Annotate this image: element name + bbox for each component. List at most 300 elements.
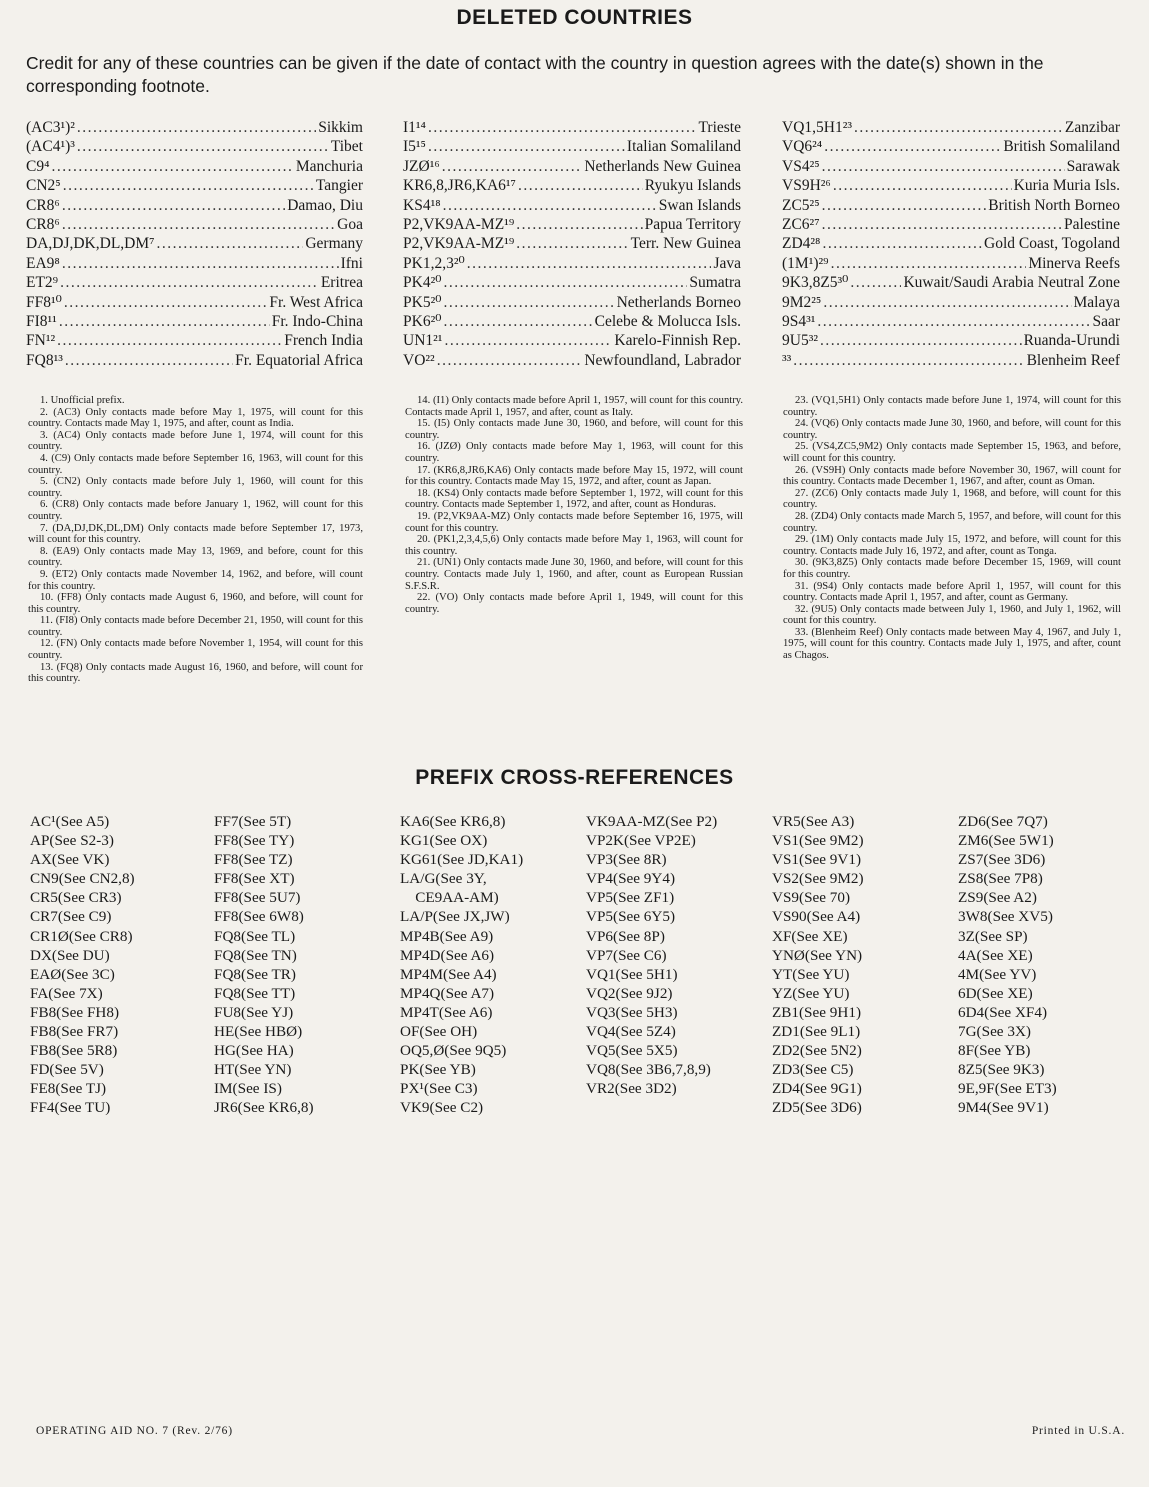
entry-prefix: 9U5³²: [782, 332, 818, 350]
cross-ref-item: ZD1(See 9L1): [772, 1023, 861, 1041]
leader-dots: [57, 331, 282, 350]
entry-prefix: VS9H²⁶: [782, 177, 831, 195]
leader-dots: [443, 273, 687, 292]
cross-ref-item: DX(See DU): [30, 946, 110, 964]
entry-country: Manchuria: [295, 157, 363, 175]
deleted-entry: [782, 118, 1120, 137]
cross-ref-column-2: [214, 812, 314, 1118]
leader-dots: [817, 312, 1090, 331]
cross-ref-item: CR1Ø(See CR8): [30, 927, 133, 945]
deleted-entry: [26, 273, 363, 292]
footnote: 24. (VQ6) Only contacts made June 30, 1960, and before, will count for this country.: [783, 418, 1121, 441]
leader-dots: [77, 137, 329, 156]
cross-ref-item: FF7(See 5T): [214, 813, 292, 830]
entry-prefix: KS4¹⁸: [403, 196, 441, 214]
entry-prefix: P2,VK9AA-MZ¹⁹: [403, 215, 515, 233]
page-title: DELETED COUNTRIES: [456, 6, 693, 29]
deleted-entry: [26, 176, 363, 195]
deleted-entry: [782, 137, 1120, 156]
footer-printed: Printed in U.S.A.: [1031, 1425, 1125, 1437]
footnote: 11. (FI8) Only contacts made before December 21, 1950, will count for this country.: [28, 615, 363, 638]
cross-ref-item: VQ3(See 5H3): [586, 1003, 678, 1021]
cross-ref-item: YZ(See YU): [772, 984, 850, 1002]
deleted-entry: [26, 196, 363, 215]
footnote: 29. (1M) Only contacts made July 15, 1972, and before, will count for this country. Contacts made July 16, 1972, and after, count as Tonga.: [783, 534, 1121, 557]
entry-prefix: VQ1,5H1²³: [782, 119, 852, 136]
entry-prefix: 9S4³¹: [782, 312, 816, 330]
intro-paragraph: Credit for any of these countries can be given if the date of contact with the country in question agrees with the date(s) shown in the corresponding footnote.: [26, 53, 1044, 96]
entry-prefix: PK6²⁰: [403, 312, 442, 330]
cross-ref-item: ZM6(See 5W1): [958, 832, 1054, 850]
entry-country: Terr. New Guinea: [630, 235, 741, 253]
deleted-entry: [26, 137, 363, 156]
entry-country: Sarawak: [1066, 157, 1120, 175]
cross-ref-item: VS9(See 70): [772, 889, 851, 907]
deleted-entry: [782, 196, 1120, 215]
cross-ref-item: VQ2(See 9J2): [586, 984, 673, 1002]
cross-ref-item: IM(See IS): [214, 1080, 282, 1098]
cross-ref-item: VS1(See 9V1): [772, 851, 862, 869]
leader-dots: [823, 293, 1071, 312]
cross-ref-item: ZD2(See 5N2): [772, 1042, 862, 1060]
entry-prefix: ZC5²⁵: [782, 196, 820, 214]
entry-prefix: FI8¹¹: [26, 312, 57, 330]
cross-ref-column-6: [958, 812, 1057, 1118]
entry-country: Eritrea: [320, 274, 363, 292]
cross-ref-column-4: [586, 812, 717, 1098]
cross-ref-item: ZD4(See 9G1): [772, 1080, 862, 1098]
cross-ref-item: VQ5(See 5X5): [586, 1042, 678, 1060]
cross-ref-item: PK(See YB): [400, 1061, 476, 1079]
entry-prefix: 9K3,8Z5³⁰: [782, 274, 849, 292]
entry-prefix: (1M¹)²⁹: [782, 254, 829, 272]
entry-country: Netherlands New Guinea: [584, 157, 741, 175]
footnote: 8. (EA9) Only contacts made May 13, 1969, and before, count for this country.: [28, 545, 363, 569]
footnote: 3. (AC4) Only contacts made before June 1, 1974, will count for this country.: [28, 429, 363, 453]
leader-dots: [59, 312, 270, 331]
leader-dots: [833, 176, 1012, 195]
entry-country: Germany: [305, 235, 363, 253]
footnote: 6. (CR8) Only contacts made before January 1, 1962, will count for this country.: [28, 499, 363, 522]
entry-prefix: CR8⁶: [26, 215, 60, 233]
deleted-column-2: [403, 118, 741, 370]
deleted-entry: [26, 118, 363, 137]
entry-prefix: FQ8¹³: [26, 351, 63, 369]
deleted-entry: [782, 273, 1120, 292]
cross-ref-item: CR5(See CR3): [30, 889, 122, 907]
cross-ref-item: FF8(See XT): [214, 870, 295, 888]
leader-dots: [63, 176, 314, 195]
cross-ref-item: FQ8(See TN): [214, 946, 297, 964]
cross-ref-item: 9M4(See 9V1): [958, 1099, 1049, 1117]
entry-prefix: I1¹⁴: [403, 119, 426, 136]
entry-country: Papua Territory: [644, 215, 741, 233]
deleted-entry: [782, 157, 1120, 176]
leader-dots: [437, 351, 583, 370]
entry-prefix: PK5²⁰: [403, 293, 442, 311]
footnote: 31. (9S4) Only contacts made before April 1, 1957, will count for this country. Contacts made April 1, 1957, and after, count as Germany.: [783, 580, 1121, 604]
leader-dots: [62, 254, 339, 273]
entry-country: Netherlands Borneo: [616, 293, 741, 311]
footnote: 2. (AC3) Only contacts made before May 1, 1975, will count for this country. Contacts made May 1, 1975, and after, count as India.: [28, 406, 363, 430]
entry-country: Goa: [337, 215, 363, 233]
entry-country: British Somaliland: [1003, 138, 1120, 156]
cross-ref-item: YNØ(See YN): [772, 946, 863, 964]
entry-prefix: 9M2²⁵: [782, 293, 822, 311]
leader-dots: [518, 176, 643, 195]
cross-ref-item: VP7(See C6): [586, 946, 667, 964]
cross-ref-item: FQ8(See TT): [214, 984, 296, 1002]
footnotes-column-2: [405, 395, 743, 615]
entry-country: British North Borneo: [988, 196, 1120, 214]
entry-country: Kuria Muria Isls.: [1013, 177, 1120, 195]
entry-country: Gold Coast, Togoland: [984, 235, 1120, 253]
cross-ref-item: HE(See HBØ): [214, 1023, 303, 1041]
leader-dots: [77, 118, 316, 137]
leader-dots: [443, 293, 614, 312]
leader-dots: [443, 312, 592, 331]
cross-ref-item: VP5(See 6Y5): [586, 908, 676, 926]
cross-ref-item: FB8(See 5R8): [30, 1042, 118, 1060]
cross-ref-item: OF(See OH): [400, 1023, 478, 1041]
leader-dots: [831, 254, 1027, 273]
cross-ref-item: 9E,9F(See ET3): [958, 1080, 1057, 1098]
cross-ref-item: 6D(See XE): [958, 984, 1033, 1002]
deleted-entry: [782, 351, 1120, 370]
leader-dots: [60, 273, 319, 292]
cross-ref-item: HG(See HA): [214, 1042, 294, 1060]
cross-ref-item: FB8(See FH8): [30, 1003, 120, 1021]
entry-prefix: PK4²⁰: [403, 274, 442, 292]
deleted-entry: [782, 293, 1120, 312]
entry-country: Tangier: [315, 177, 363, 195]
cross-ref-item: 3Z(See SP): [958, 927, 1028, 945]
cross-ref-item: VQ4(See 5Z4): [586, 1023, 676, 1041]
entry-prefix: VS4²⁵: [782, 157, 820, 175]
cross-ref-item: ZD5(See 3D6): [772, 1099, 862, 1117]
leader-dots: [428, 137, 625, 156]
footnotes-column-1: [28, 395, 363, 685]
deleted-entry: [403, 331, 741, 350]
cross-ref-item: VP6(See 8P): [586, 927, 665, 945]
entry-country: Fr. Equatorial Africa: [235, 351, 363, 369]
entry-country: Karelo-Finnish Rep.: [614, 332, 741, 350]
cross-ref-item: VP5(See ZF1): [586, 889, 675, 907]
deleted-entry: [403, 273, 741, 292]
deleted-entry: [403, 176, 741, 195]
footnote: 12. (FN) Only contacts made before November 1, 1954, will count for this country.: [28, 638, 363, 662]
footnote: 26. (VS9H) Only contacts made before November 30, 1967, will count for this country. Contacts made December 1, 1967, and after, count as Oman.: [783, 464, 1121, 488]
cross-ref-item: MP4Q(See A7): [400, 984, 495, 1002]
entry-country: Sikkim: [318, 119, 363, 136]
cross-ref-item: ZB1(See 9H1): [772, 1003, 861, 1021]
cross-ref-item: MP4D(See A6): [400, 946, 495, 964]
entry-prefix: KR6,8,JR6,KA6¹⁷: [403, 177, 516, 195]
entry-prefix: EA9⁸: [26, 254, 60, 272]
cross-ref-item: VQ8(See 3B6,7,8,9): [586, 1061, 711, 1079]
footnote: 22. (VO) Only contacts made before April 1, 1949, will count for this country.: [405, 592, 743, 615]
entry-prefix: ³³: [782, 351, 792, 369]
entry-prefix: PK1,2,3²⁰: [403, 254, 465, 272]
cross-ref-item: VK9(See C2): [400, 1099, 484, 1117]
leader-dots: [444, 331, 612, 350]
footnote: 9. (ET2) Only contacts made November 14, 1962, and before, will count for this country.: [28, 568, 363, 592]
cross-ref-item: 4M(See YV): [958, 965, 1037, 983]
cross-ref-item: FB8(See FR7): [30, 1023, 119, 1041]
footnote: 19. (P2,VK9AA-MZ) Only contacts made before September 16, 1975, will count for this country.: [405, 510, 743, 534]
leader-dots: [52, 157, 294, 176]
cross-ref-item: FF8(See TZ): [214, 851, 293, 869]
entry-country: Trieste: [698, 119, 741, 136]
cross-ref-item: PX¹(See C3): [400, 1080, 478, 1098]
deleted-entry: [403, 351, 741, 370]
cross-ref-item: LA/P(See JX,JW): [400, 908, 510, 926]
leader-dots: [443, 196, 657, 215]
cross-ref-item: VR5(See A3): [772, 813, 855, 830]
deleted-entry: [403, 196, 741, 215]
cross-ref-item: CN9(See CN2,8): [30, 870, 135, 888]
cross-ref-item: FF4(See TU): [30, 1099, 111, 1117]
cross-ref-item: LA/G(See 3Y,: [400, 870, 487, 888]
cross-ref-item: FE8(See TJ): [30, 1080, 107, 1098]
leader-dots: [822, 215, 1062, 234]
cross-ref-item: FF8(See 6W8): [214, 908, 304, 926]
footnote: 15. (I5) Only contacts made June 30, 1960, and before, will count for this country.: [405, 418, 743, 441]
cross-ref-item: MP4M(See A4): [400, 965, 497, 983]
leader-dots: [822, 234, 982, 253]
deleted-entry: [26, 157, 363, 176]
footnote: 21. (UN1) Only contacts made June 30, 1960, and before, will count for this country. Contacts made July 1, 1960, and after, count as European Russian S.F.S.R.: [405, 557, 743, 592]
cross-ref-item: ZS9(See A2): [958, 889, 1037, 907]
leader-dots: [62, 196, 285, 215]
leader-dots: [850, 273, 901, 292]
cross-ref-item: VS90(See A4): [772, 908, 861, 926]
leader-dots: [793, 351, 1024, 370]
entry-country: Fr. West Africa: [269, 293, 363, 311]
entry-prefix: DA,DJ,DK,DL,DM⁷: [26, 235, 155, 253]
deleted-entry: [26, 234, 363, 253]
entry-country: Kuwait/Saudi Arabia Neutral Zone: [903, 274, 1120, 292]
entry-prefix: ZC6²⁷: [782, 215, 820, 233]
deleted-entry: [782, 176, 1120, 195]
footnote: 32. (9U5) Only contacts made between July 1, 1960, and July 1, 1962, will count for this country.: [783, 603, 1121, 627]
entry-country: Java: [713, 254, 741, 272]
footnote: 27. (ZC6) Only contacts made July 1, 1968, and before, will count for this country.: [783, 487, 1121, 511]
cross-ref-item: ZS7(See 3D6): [958, 851, 1046, 869]
cross-ref-item: XF(See XE): [772, 927, 848, 945]
cross-ref-item: JR6(See KR6,8): [214, 1099, 314, 1117]
footnote: 20. (PK1,2,3,4,5,6) Only contacts made before May 1, 1963, will count for this country.: [405, 534, 743, 557]
entry-prefix: ET2⁹: [26, 274, 59, 292]
entry-prefix: JZØ¹⁶: [403, 157, 440, 175]
cross-ref-item: VP2K(See VP2E): [586, 832, 696, 850]
deleted-entry: [26, 351, 363, 370]
entry-prefix: CN2⁵: [26, 177, 61, 195]
cross-ref-item: FQ8(See TR): [214, 965, 296, 983]
entry-country: Tibet: [330, 138, 363, 156]
entry-country: Minerva Reefs: [1028, 254, 1120, 272]
cross-ref-item: VP4(See 9Y4): [586, 870, 676, 888]
cross-ref-item: EAØ(See 3C): [30, 965, 115, 983]
deleted-entry: [403, 137, 741, 156]
footnote: 28. (ZD4) Only contacts made March 5, 1957, and before, will count for this country.: [783, 510, 1121, 534]
deleted-entry: [782, 254, 1120, 273]
cross-ref-item: ZD6(See 7Q7): [958, 813, 1048, 830]
leader-dots: [428, 118, 697, 137]
entry-country: Blenheim Reef: [1026, 351, 1120, 369]
cross-ref-item: VP3(See 8R): [586, 851, 667, 869]
cross-ref-item: HT(See YN): [214, 1061, 292, 1079]
leader-dots: [516, 234, 628, 253]
cross-ref-item: AP(See S2-3): [30, 832, 114, 850]
entry-country: Sumatra: [689, 274, 741, 292]
entry-prefix: ZD4²⁸: [782, 235, 821, 253]
entry-country: Italian Somaliland: [626, 138, 741, 156]
footnote: 18. (KS4) Only contacts made before September 1, 1972, will count for this country. Contacts made September 1, 1972, and after, count as Honduras.: [405, 487, 743, 511]
entry-country: Malaya: [1073, 293, 1120, 311]
footnote: 13. (FQ8) Only contacts made August 16, 1960, and before, will count for this country.: [28, 661, 363, 685]
cross-ref-item: FQ8(See TL): [214, 927, 296, 945]
cross-ref-column-5: [772, 812, 864, 1118]
leader-dots: [442, 157, 583, 176]
entry-prefix: FF8¹⁰: [26, 293, 62, 311]
deleted-entry: [782, 215, 1120, 234]
entry-country: Newfoundland, Labrador: [584, 351, 741, 369]
deleted-entry: [26, 312, 363, 331]
entry-country: Damao, Diu: [287, 196, 363, 214]
entry-prefix: FN¹²: [26, 332, 56, 350]
entry-country: Ruanda-Urundi: [1023, 332, 1120, 350]
cross-ref-item: AC¹(See A5): [30, 813, 110, 830]
deleted-entry: [403, 157, 741, 176]
cross-ref-item: MP4T(See A6): [400, 1003, 493, 1021]
footnotes-column-3: [783, 395, 1121, 662]
cross-ref-item: MP4B(See A9): [400, 927, 494, 945]
deleted-entry: [782, 331, 1120, 350]
entry-country: Palestine: [1064, 215, 1120, 233]
entry-country: Ifni: [340, 254, 363, 272]
cross-ref-item: 3W8(See XV5): [958, 908, 1053, 926]
footnote: 17. (KR6,8,JR6,KA6) Only contacts made before May 15, 1972, will count for this country. Contacts made May 15, 1972, and after, count as Japan.: [405, 464, 743, 488]
footnote: 7. (DA,DJ,DK,DL,DM) Only contacts made before September 17, 1973, will count for this country.: [28, 522, 363, 546]
leader-dots: [516, 215, 642, 234]
cross-ref-item: 6D4(See XF4): [958, 1003, 1048, 1021]
entry-prefix: VO²²: [403, 351, 435, 369]
entry-prefix: CR8⁶: [26, 196, 60, 214]
entry-prefix: UN1²¹: [403, 332, 443, 350]
cross-ref-item: AX(See VK): [30, 851, 110, 869]
entry-prefix: I5¹⁵: [403, 138, 426, 156]
deleted-entry: [782, 234, 1120, 253]
entry-country: Celebe & Molucca Isls.: [594, 312, 741, 330]
leader-dots: [824, 137, 1001, 156]
cross-ref-item: KA6(See KR6,8): [400, 813, 506, 830]
cross-ref-item: VS1(See 9M2): [772, 832, 864, 850]
footnote: 5. (CN2) Only contacts made before July 1, 1960, will count for this country.: [28, 476, 363, 499]
entry-country: Saar: [1092, 312, 1120, 330]
cross-ref-item: FF8(See TY): [214, 832, 295, 850]
cross-ref-title: PREFIX CROSS-REFERENCES: [415, 766, 734, 789]
cross-ref-item: 4A(See XE): [958, 946, 1033, 964]
entry-country: French India: [284, 332, 363, 350]
leader-dots: [820, 331, 1022, 350]
deleted-entry: [26, 293, 363, 312]
entry-prefix: P2,VK9AA-MZ¹⁹: [403, 235, 515, 253]
entry-country: Ryukyu Islands: [644, 177, 741, 195]
footnote: 1. Unofficial prefix.: [40, 395, 125, 406]
cross-ref-item: 8F(See YB): [958, 1042, 1031, 1060]
footnote: 16. (JZØ) Only contacts made before May 1, 1963, will count for this country.: [405, 441, 743, 464]
deleted-column-1: [26, 118, 363, 370]
deleted-entry: [403, 215, 741, 234]
leader-dots: [822, 157, 1065, 176]
cross-ref-column-1: [30, 812, 135, 1118]
cross-ref-item: ZS8(See 7P8): [958, 870, 1043, 888]
leader-dots: [854, 118, 1063, 137]
entry-prefix: C9⁴: [26, 157, 50, 175]
cross-ref-item: CE9AA-AM): [400, 889, 499, 907]
deleted-entry: [26, 331, 363, 350]
deleted-entry: [403, 293, 741, 312]
cross-ref-column-3: [400, 812, 523, 1118]
entry-country: Zanzibar: [1064, 119, 1120, 136]
cross-ref-item: VQ1(See 5H1): [586, 965, 678, 983]
leader-dots: [65, 351, 233, 370]
entry-prefix: (AC3¹)²: [26, 119, 75, 136]
leader-dots: [62, 215, 335, 234]
footnote: 33. (Blenheim Reef) Only contacts made between May 4, 1967, and July 1, 1975, will count for this country. Contacts made July 1, 1975, and after, count as Chagos.: [783, 626, 1121, 662]
entry-prefix: VQ6²⁴: [782, 138, 823, 156]
deleted-entry: [403, 118, 741, 137]
cross-ref-item: YT(See YU): [772, 965, 850, 983]
cross-ref-item: CR7(See C9): [30, 908, 112, 926]
footnote: 14. (I1) Only contacts made before April 1, 1957, will count for this country. Contacts made April 1, 1957, and after, count as Italy.: [405, 395, 743, 418]
leader-dots: [157, 234, 304, 253]
leader-dots: [822, 196, 987, 215]
cross-ref-item: FU8(See YJ): [214, 1003, 294, 1021]
footnote: 30. (9K3,8Z5) Only contacts made before December 15, 1969, will count for this country.: [783, 557, 1121, 580]
entry-prefix: (AC4¹)³: [26, 138, 75, 156]
leader-dots: [467, 254, 712, 273]
deleted-entry: [26, 215, 363, 234]
cross-ref-item: FA(See 7X): [30, 984, 103, 1002]
leader-dots: [64, 293, 268, 312]
footnote: 4. (C9) Only contacts made before September 16, 1963, will count for this country.: [28, 452, 363, 476]
cross-ref-item: FD(See 5V): [30, 1061, 104, 1079]
cross-ref-item: OQ5,Ø(See 9Q5): [400, 1042, 507, 1060]
entry-country: Fr. Indo-China: [271, 312, 363, 330]
cross-ref-item: KG61(See JD,KA1): [400, 851, 524, 869]
deleted-column-3: [782, 118, 1120, 370]
cross-ref-item: VR2(See 3D2): [586, 1080, 677, 1098]
footnote: 10. (FF8) Only contacts made August 6, 1960, and before, will count for this country.: [28, 592, 363, 615]
footer-form-number: OPERATING AID NO. 7 (Rev. 2/76): [36, 1425, 233, 1437]
deleted-entry: [26, 254, 363, 273]
deleted-entry: [782, 312, 1120, 331]
cross-ref-item: KG1(See OX): [400, 832, 488, 850]
deleted-entry: [403, 312, 741, 331]
cross-ref-item: VK9AA-MZ(See P2): [586, 813, 718, 830]
cross-ref-item: 8Z5(See 9K3): [958, 1061, 1045, 1079]
cross-ref-item: ZD3(See C5): [772, 1061, 854, 1079]
footnote: 25. (VS4,ZC5,9M2) Only contacts made September 15, 1963, and before, will count for this country.: [783, 441, 1121, 464]
deleted-entry: [403, 234, 741, 253]
deleted-entry: [403, 254, 741, 273]
entry-country: Swan Islands: [658, 196, 741, 214]
cross-ref-item: VS2(See 9M2): [772, 870, 864, 888]
cross-ref-item: FF8(See 5U7): [214, 889, 301, 907]
footnote: 23. (VQ1,5H1) Only contacts made before June 1, 1974, will count for this country.: [783, 395, 1121, 418]
